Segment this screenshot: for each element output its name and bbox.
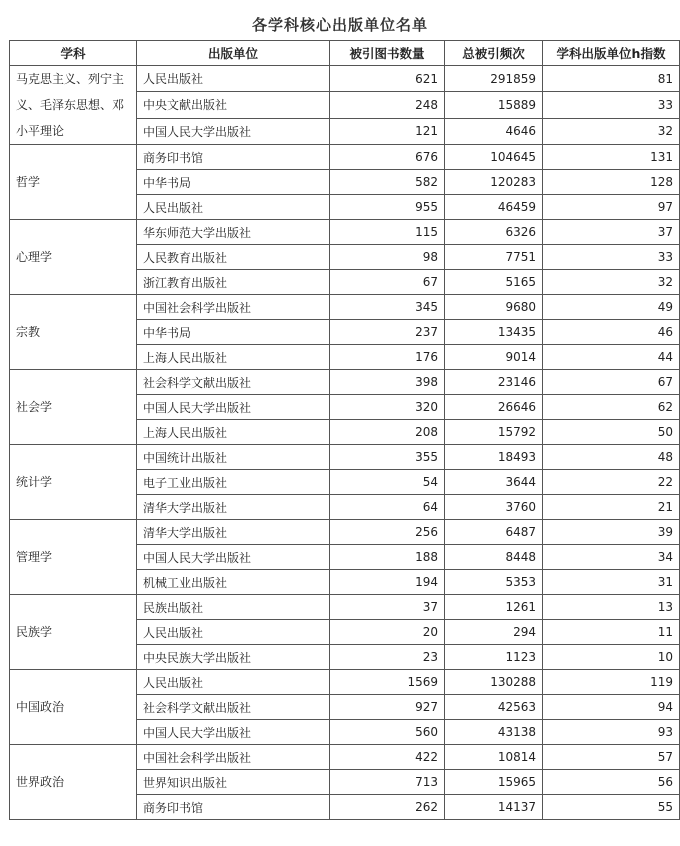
books-cell: 355 xyxy=(330,445,445,470)
publisher-cell: 中央民族大学出版社 xyxy=(137,645,330,670)
books-cell: 67 xyxy=(330,270,445,295)
h-index-cell: 119 xyxy=(543,670,680,695)
publisher-cell: 中国统计出版社 xyxy=(137,445,330,470)
books-cell: 115 xyxy=(330,220,445,245)
publisher-cell: 世界知识出版社 xyxy=(137,770,330,795)
books-cell: 37 xyxy=(330,595,445,620)
table-row xyxy=(10,145,680,170)
h-index-cell: 13 xyxy=(543,595,680,620)
citations-cell: 8448 xyxy=(445,545,543,570)
books-cell: 320 xyxy=(330,395,445,420)
h-index-cell: 49 xyxy=(543,295,680,320)
citations-cell: 7751 xyxy=(445,245,543,270)
header-h-index: 学科出版单位h指数 xyxy=(543,41,680,66)
citations-cell: 9014 xyxy=(445,345,543,370)
citations-cell: 4646 xyxy=(445,118,543,144)
subject-cell: 心理学 xyxy=(10,220,137,295)
h-index-cell: 10 xyxy=(543,645,680,670)
citations-cell: 42563 xyxy=(445,695,543,720)
h-index-cell: 131 xyxy=(543,145,680,170)
books-cell: 713 xyxy=(330,770,445,795)
books-cell: 121 xyxy=(330,118,445,144)
books-cell: 237 xyxy=(330,320,445,345)
books-cell: 188 xyxy=(330,545,445,570)
books-cell: 676 xyxy=(330,145,445,170)
h-index-cell: 128 xyxy=(543,170,680,195)
subject-cell: 民族学 xyxy=(10,595,137,670)
publisher-cell: 商务印书馆 xyxy=(137,795,330,820)
books-cell: 256 xyxy=(330,520,445,545)
h-index-cell: 32 xyxy=(543,270,680,295)
books-cell: 422 xyxy=(330,745,445,770)
subject-cell: 统计学 xyxy=(10,445,137,520)
books-cell: 621 xyxy=(330,66,445,92)
publisher-cell: 机械工业出版社 xyxy=(137,570,330,595)
page-title: 各学科核心出版单位名单 xyxy=(251,16,428,34)
publisher-cell: 商务印书馆 xyxy=(137,145,330,170)
publisher-cell: 华东师范大学出版社 xyxy=(137,220,330,245)
books-cell: 582 xyxy=(330,170,445,195)
h-index-cell: 97 xyxy=(543,195,680,220)
h-index-cell: 21 xyxy=(543,495,680,520)
citations-cell: 10814 xyxy=(445,745,543,770)
table-body xyxy=(10,66,680,820)
h-index-cell: 48 xyxy=(543,445,680,470)
citations-cell: 294 xyxy=(445,620,543,645)
table-row xyxy=(10,66,680,92)
books-cell: 1569 xyxy=(330,670,445,695)
publisher-cell: 清华大学出版社 xyxy=(137,520,330,545)
h-index-cell: 37 xyxy=(543,220,680,245)
publisher-cell: 中国社会科学出版社 xyxy=(137,295,330,320)
subject-cell: 社会学 xyxy=(10,370,137,445)
citations-cell: 18493 xyxy=(445,445,543,470)
citations-cell: 3760 xyxy=(445,495,543,520)
subject-cell: 马克思主义、列宁主义、毛泽东思想、邓小平理论 xyxy=(10,66,137,145)
citations-cell: 291859 xyxy=(445,66,543,92)
h-index-cell: 11 xyxy=(543,620,680,645)
h-index-cell: 55 xyxy=(543,795,680,820)
citations-cell: 43138 xyxy=(445,720,543,745)
citations-cell: 26646 xyxy=(445,395,543,420)
h-index-cell: 94 xyxy=(543,695,680,720)
publisher-cell: 中华书局 xyxy=(137,170,330,195)
table-row xyxy=(10,370,680,395)
h-index-cell: 57 xyxy=(543,745,680,770)
publisher-cell: 人民出版社 xyxy=(137,670,330,695)
header-books: 被引图书数量 xyxy=(330,41,445,66)
h-index-cell: 46 xyxy=(543,320,680,345)
citations-cell: 15965 xyxy=(445,770,543,795)
header-row xyxy=(10,41,680,66)
h-index-cell: 22 xyxy=(543,470,680,495)
h-index-cell: 56 xyxy=(543,770,680,795)
subject-cell: 世界政治 xyxy=(10,745,137,820)
publisher-cell: 中国社会科学出版社 xyxy=(137,745,330,770)
citations-cell: 130288 xyxy=(445,670,543,695)
publisher-cell: 中央文献出版社 xyxy=(137,92,330,118)
publisher-cell: 民族出版社 xyxy=(137,595,330,620)
books-cell: 262 xyxy=(330,795,445,820)
publisher-cell: 上海人民出版社 xyxy=(137,420,330,445)
publisher-cell: 社会科学文献出版社 xyxy=(137,370,330,395)
subject-cell: 中国政治 xyxy=(10,670,137,745)
table-row xyxy=(10,670,680,695)
citations-cell: 15792 xyxy=(445,420,543,445)
books-cell: 23 xyxy=(330,645,445,670)
table-row xyxy=(10,595,680,620)
citations-cell: 120283 xyxy=(445,170,543,195)
publisher-cell: 人民教育出版社 xyxy=(137,245,330,270)
citations-cell: 13435 xyxy=(445,320,543,345)
publisher-cell: 社会科学文献出版社 xyxy=(137,695,330,720)
publisher-cell: 上海人民出版社 xyxy=(137,345,330,370)
table-row xyxy=(10,220,680,245)
citations-cell: 5353 xyxy=(445,570,543,595)
h-index-cell: 39 xyxy=(543,520,680,545)
citations-cell: 15889 xyxy=(445,92,543,118)
books-cell: 248 xyxy=(330,92,445,118)
h-index-cell: 34 xyxy=(543,545,680,570)
h-index-cell: 81 xyxy=(543,66,680,92)
publisher-cell: 中国人民大学出版社 xyxy=(137,118,330,144)
citations-cell: 46459 xyxy=(445,195,543,220)
header-subject: 学科 xyxy=(10,41,137,66)
books-cell: 54 xyxy=(330,470,445,495)
publisher-table xyxy=(9,40,680,820)
publisher-cell: 人民出版社 xyxy=(137,66,330,92)
citations-cell: 6326 xyxy=(445,220,543,245)
table-row xyxy=(10,445,680,470)
table-row xyxy=(10,295,680,320)
books-cell: 398 xyxy=(330,370,445,395)
h-index-cell: 31 xyxy=(543,570,680,595)
citations-cell: 5165 xyxy=(445,270,543,295)
h-index-cell: 33 xyxy=(543,245,680,270)
books-cell: 20 xyxy=(330,620,445,645)
subject-cell: 宗教 xyxy=(10,295,137,370)
header-citations: 总被引频次 xyxy=(445,41,543,66)
citations-cell: 1123 xyxy=(445,645,543,670)
citations-cell: 6487 xyxy=(445,520,543,545)
publisher-cell: 中华书局 xyxy=(137,320,330,345)
subject-cell: 哲学 xyxy=(10,145,137,220)
books-cell: 64 xyxy=(330,495,445,520)
books-cell: 98 xyxy=(330,245,445,270)
citations-cell: 23146 xyxy=(445,370,543,395)
subject-cell: 管理学 xyxy=(10,520,137,595)
publisher-cell: 中国人民大学出版社 xyxy=(137,545,330,570)
publisher-cell: 中国人民大学出版社 xyxy=(137,720,330,745)
books-cell: 345 xyxy=(330,295,445,320)
citations-cell: 9680 xyxy=(445,295,543,320)
table-row xyxy=(10,745,680,770)
publisher-cell: 中国人民大学出版社 xyxy=(137,395,330,420)
citations-cell: 14137 xyxy=(445,795,543,820)
books-cell: 955 xyxy=(330,195,445,220)
header-publisher: 出版单位 xyxy=(137,41,330,66)
table-row xyxy=(10,520,680,545)
citations-cell: 3644 xyxy=(445,470,543,495)
citations-cell: 104645 xyxy=(445,145,543,170)
h-index-cell: 93 xyxy=(543,720,680,745)
publisher-cell: 浙江教育出版社 xyxy=(137,270,330,295)
h-index-cell: 44 xyxy=(543,345,680,370)
h-index-cell: 62 xyxy=(543,395,680,420)
h-index-cell: 50 xyxy=(543,420,680,445)
h-index-cell: 32 xyxy=(543,118,680,144)
publisher-cell: 清华大学出版社 xyxy=(137,495,330,520)
books-cell: 927 xyxy=(330,695,445,720)
citations-cell: 1261 xyxy=(445,595,543,620)
publisher-cell: 人民出版社 xyxy=(137,620,330,645)
h-index-cell: 67 xyxy=(543,370,680,395)
books-cell: 560 xyxy=(330,720,445,745)
books-cell: 176 xyxy=(330,345,445,370)
publisher-cell: 电子工业出版社 xyxy=(137,470,330,495)
publisher-cell: 人民出版社 xyxy=(137,195,330,220)
books-cell: 208 xyxy=(330,420,445,445)
books-cell: 194 xyxy=(330,570,445,595)
h-index-cell: 33 xyxy=(543,92,680,118)
